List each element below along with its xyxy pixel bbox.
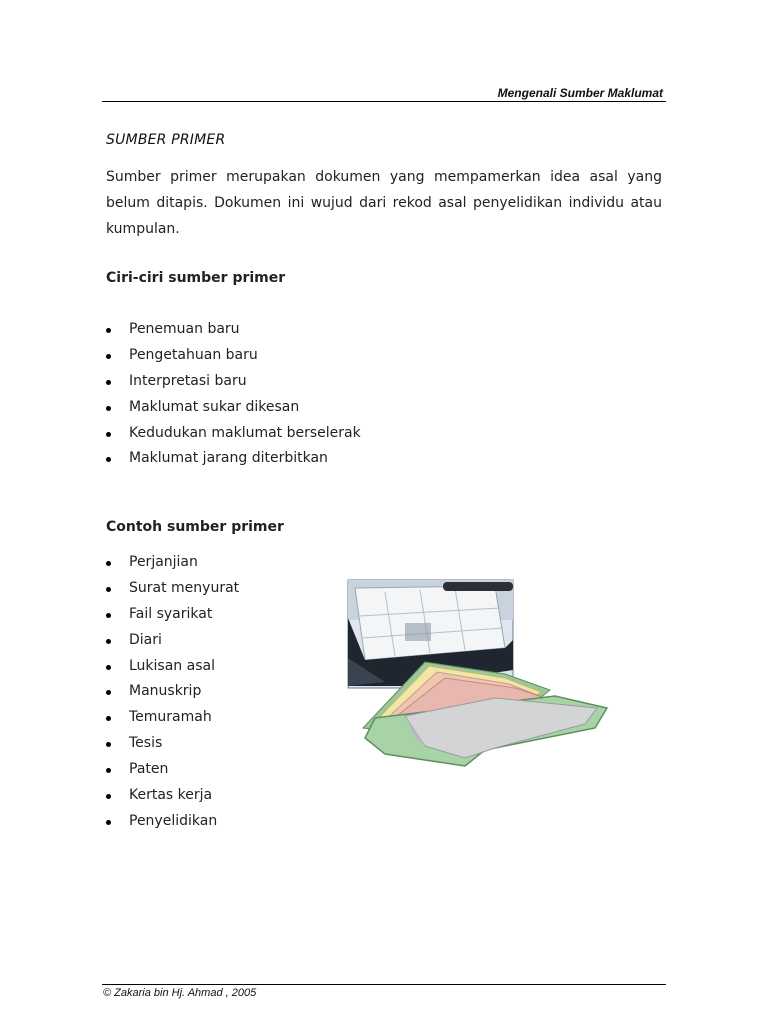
- list-item-label: Lukisan asal: [129, 657, 215, 674]
- bullet-icon: [106, 768, 111, 773]
- section-heading: SUMBER PRIMER: [106, 132, 226, 148]
- list-item-label: Maklumat sukar dikesan: [129, 398, 300, 415]
- bullet-icon: [106, 406, 111, 411]
- bullet-icon: [106, 457, 111, 462]
- list-item-label: Penemuan baru: [129, 321, 240, 337]
- characteristics-list: [106, 317, 361, 472]
- list-item: [106, 809, 239, 835]
- list-item-label: Fail syarikat: [129, 605, 213, 622]
- list-item-label: Manuskrip: [129, 683, 202, 700]
- list-item: [106, 679, 239, 705]
- bullet-icon: [106, 587, 111, 592]
- list-item-label: Tesis: [129, 735, 163, 752]
- list-item: [106, 654, 239, 680]
- folders-and-planner-image: [345, 578, 613, 770]
- footer-copyright: © Zakaria bin Hj. Ahmad , 2005: [103, 987, 257, 999]
- list-item-label: Temuramah: [129, 709, 212, 726]
- bullet-icon: [106, 328, 111, 333]
- bullet-icon: [106, 613, 111, 618]
- list-item-label: Paten: [129, 761, 169, 778]
- list-item: [106, 783, 239, 809]
- bullet-icon: [106, 380, 111, 385]
- list-item: [106, 550, 239, 576]
- bullet-icon: [106, 742, 111, 747]
- examples-list: [106, 550, 239, 835]
- list-item: [106, 576, 239, 602]
- bullet-icon: [106, 665, 111, 670]
- list-item-label: Maklumat jarang diterbitkan: [129, 450, 328, 467]
- list-item: [106, 757, 239, 783]
- bullet-icon: [106, 561, 111, 566]
- list-item: [106, 705, 239, 731]
- bullet-icon: [106, 639, 111, 644]
- list-item-label: Surat menyurat: [129, 579, 240, 596]
- list-item: [106, 628, 239, 654]
- list-item: [106, 602, 239, 628]
- list-item: [106, 731, 239, 757]
- list-item-label: Kedudukan maklumat berselerak: [129, 424, 361, 441]
- bullet-icon: [106, 432, 111, 437]
- page-header-title: Mengenali Sumber Maklumat: [497, 86, 663, 100]
- list-item-label: Penyelidikan: [129, 812, 218, 829]
- bullet-icon: [106, 820, 111, 825]
- list-item-label: Interpretasi baru: [129, 372, 247, 389]
- intro-paragraph: Sumber primer merupakan dokumen yang mempamerkan idea asal yang belum ditapis. Dokumen ini wujud dari rekod asal penyelidikan individu atau kumpulan.: [106, 169, 662, 237]
- list-item-label: Kertas kerja: [129, 787, 213, 804]
- header-rule: [102, 101, 666, 102]
- list-item-label: Pengetahuan baru: [129, 346, 258, 363]
- list-item: [106, 343, 361, 369]
- bullet-icon: [106, 690, 111, 695]
- characteristics-heading: Ciri-ciri sumber primer: [106, 270, 286, 286]
- list-item: [106, 369, 361, 395]
- bullet-icon: [106, 354, 111, 359]
- list-item-label: Diari: [129, 631, 162, 648]
- bullet-icon: [106, 716, 111, 721]
- footer-rule: [102, 984, 666, 985]
- list-item: [106, 421, 361, 447]
- list-item: [106, 446, 361, 472]
- examples-heading: Contoh sumber primer: [106, 519, 284, 535]
- list-item: [106, 395, 361, 421]
- list-item: [106, 317, 361, 343]
- bullet-icon: [106, 794, 111, 799]
- list-item-label: Perjanjian: [129, 554, 198, 570]
